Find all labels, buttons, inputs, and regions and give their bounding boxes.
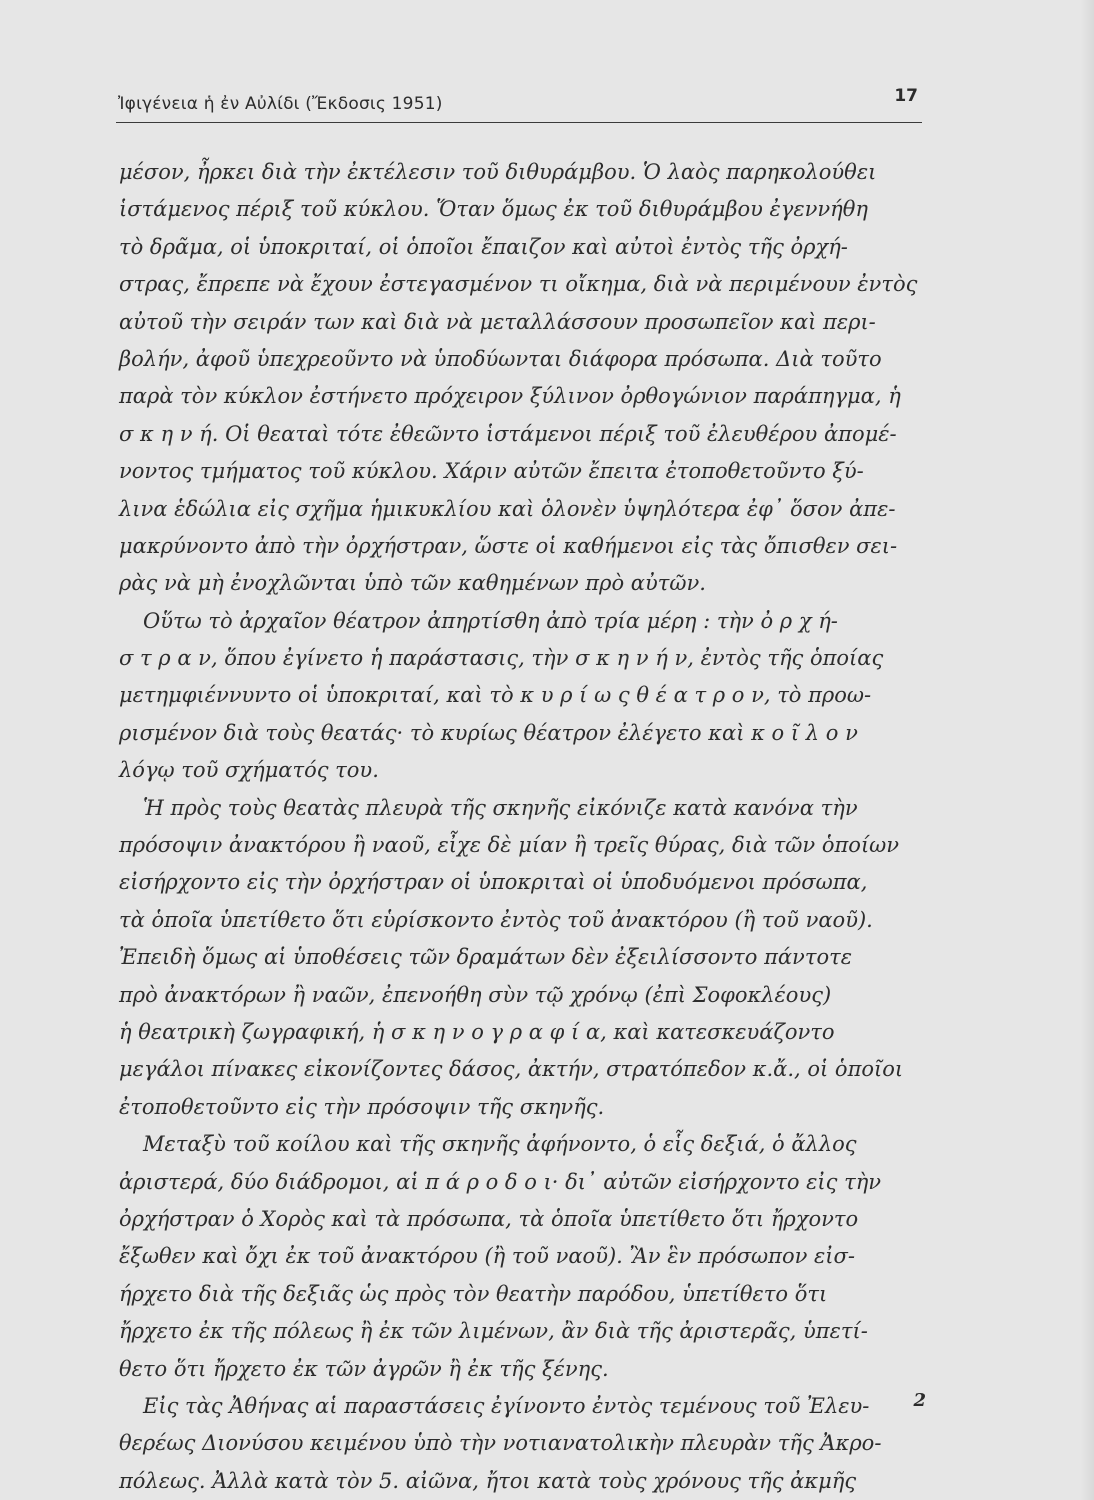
text-line: μακρύνοντο ἀπὸ τὴν ὀρχήστραν, ὥστε οἱ καθήμενοι εἰς τὰς ὄπισθεν σει-	[119, 533, 898, 558]
running-title: Ἰφιγένεια ἡ ἐν Αὐλίδι (Ἔκδοσις 1951)	[118, 94, 443, 114]
text-line: πρόσοψιν ἀνακτόρου ἢ ναοῦ, εἶχε δὲ μίαν ἢ τρεῖς θύρας, διὰ τῶν ὁποίων	[119, 833, 900, 858]
text-line: ἀριστερά, δύο διάδρομοι, αἱ π ά ρ ο δ ο ι· δι᾽ αὐτῶν εἰσήρχοντο εἰς τὴν	[119, 1169, 882, 1194]
text-line: παρὰ τὸν κύκλον ἐστήνετο πρόχειρον ξύλινον ὀρθογώνιον παράπηγμα, ἡ	[119, 384, 901, 409]
text-line: ἡ θεατρικὴ ζωγραφική, ἡ σ κ η ν ο γ ρ α φ ί α, καὶ κατεσκευάζοντο	[119, 1019, 835, 1044]
page-number: 17	[894, 86, 918, 106]
text-line: λινα ἑδώλια εἰς σχῆμα ἡμικυκλίου καὶ ὁλονὲν ὑψηλότερα ἐφ᾽ ὅσον ἀπε-	[119, 496, 896, 521]
text-line: Εἰς τὰς Ἀθήνας αἱ παραστάσεις ἐγίνοντο ἐντὸς τεμένους τοῦ Ἐλευ-	[143, 1393, 870, 1418]
text-line: ἤρχετο ἐκ τῆς πόλεως ἢ ἐκ τῶν λιμένων, ἂν διὰ τῆς ἀριστερᾶς, ὑπετί-	[119, 1319, 868, 1344]
text-line: Οὕτω τὸ ἀρχαῖον θέατρον ἀπηρτίσθη ἀπὸ τρία μέρη : τὴν ὀ ρ χ ή-	[143, 608, 838, 633]
text-line: μετημφιέννυντο οἱ ὑποκριταί, καὶ τὸ κ υ ρ ί ω ς θ έ α τ ρ ο ν, τὸ προω-	[119, 683, 872, 708]
text-line: σ κ η ν ή. Οἱ θεαταὶ τότε ἐθεῶντο ἱστάμενοι πέριξ τοῦ ἐλευθέρου ἀπομέ-	[119, 421, 897, 446]
text-line: Μεταξὺ τοῦ κοίλου καὶ τῆς σκηνῆς ἀφήνοντο, ὁ εἷς δεξιά, ὁ ἄλλος	[143, 1132, 857, 1157]
page-edge-shadow	[1080, 0, 1094, 1500]
text-line: ἔξωθεν καὶ ὄχι ἐκ τοῦ ἀνακτόρου (ἢ τοῦ ναοῦ). Ἂν ἓν πρόσωπον εἰσ-	[119, 1244, 855, 1269]
text-line: λόγῳ τοῦ σχήματός του.	[119, 758, 379, 783]
text-line: θετο ὅτι ἤρχετο ἐκ τῶν ἀγρῶν ἢ ἐκ τῆς ξένης.	[119, 1356, 609, 1381]
text-line: ρὰς νὰ μὴ ἐνοχλῶνται ὑπὸ τῶν καθημένων πρὸ αὐτῶν.	[119, 571, 706, 596]
text-line: μέσον, ἦρκει διὰ τὴν ἐκτέλεσιν τοῦ διθυράμβου. Ὁ λαὸς παρηκολούθει	[119, 160, 877, 184]
text-line: ήρχετο διὰ τῆς δεξιᾶς ὡς πρὸς τὸν θεατὴν παρόδου, ὑπετίθετο ὅτι	[119, 1281, 828, 1306]
text-line: εἰσήρχοντο εἰς τὴν ὀρχήστραν οἱ ὑποκριταὶ οἱ ὑποδυόμενοι πρόσωπα,	[119, 870, 868, 895]
text-line: στρας, ἔπρεπε νὰ ἔχουν ἐστεγασμένον τι οἴκημα, διὰ νὰ περιμένουν ἐντὸς	[119, 272, 918, 297]
text-line: ἐτοποθετοῦντο εἰς τὴν πρόσοψιν τῆς σκηνῆς.	[119, 1094, 605, 1119]
text-line: πρὸ ἀνακτόρων ἢ ναῶν, ἐπενοήθη σὺν τῷ χρόνῳ (ἐπὶ Σοφοκλέους)	[119, 982, 832, 1007]
text-line: βολήν, ἀφοῦ ὑπεχρεοῦντο νὰ ὑποδύωνται διάφορα πρόσωπα. Διὰ τοῦτο	[119, 346, 882, 371]
signature-mark: 2	[913, 1390, 926, 1411]
text-line: Ἐπειδὴ ὅμως αἱ ὑποθέσεις τῶν δραμάτων δὲν ἐξειλίσσοντο πάντοτε	[119, 945, 852, 970]
body-text	[119, 154, 929, 1500]
text-line: μεγάλοι πίνακες εἰκονίζοντες δάσος, ἀκτήν, στρατόπεδον κ.ἄ., οἱ ὁποῖοι	[119, 1057, 904, 1082]
page-header	[116, 86, 922, 123]
text-line: ἱστάμενος πέριξ τοῦ κύκλου. Ὅταν ὅμως ἐκ τοῦ διθυράμβου ἐγεννήθη	[119, 197, 868, 222]
text-line: σ τ ρ α ν, ὅπου ἐγίνετο ἡ παράστασις, τὴν σ κ η ν ή ν, ἐντὸς τῆς ὁποίας	[119, 646, 884, 671]
text-line: τὸ δρᾶμα, οἱ ὑποκριταί, οἱ ὁποῖοι ἔπαιζον καὶ αὐτοὶ ἐντὸς τῆς ὀρχή-	[119, 234, 848, 259]
text-line: Ἡ πρὸς τοὺς θεατὰς πλευρὰ τῆς σκηνῆς εἰκόνιζε κατὰ κανόνα τὴν	[143, 795, 858, 820]
text-line: νοντος τμήματος τοῦ κύκλου. Χάριν αὐτῶν ἔπειτα ἐτοποθετοῦντο ξύ-	[119, 459, 864, 484]
text-line: πόλεως. Ἀλλὰ κατὰ τὸν 5. αἰῶνα, ἤτοι κατὰ τοὺς χρόνους τῆς ἀκμῆς	[119, 1468, 857, 1493]
text-line: αὐτοῦ τὴν σειράν των καὶ διὰ νὰ μεταλλάσσουν προσωπεῖον καὶ περι-	[119, 309, 876, 334]
text-line: ρισμένον διὰ τοὺς θεατάς· τὸ κυρίως θέατρον ἐλέγετο καὶ κ ο ῖ λ ο ν	[119, 720, 858, 745]
text-line: τὰ ὁποῖα ὑπετίθετο ὅτι εὑρίσκοντο ἐντὸς τοῦ ἀνακτόρου (ἢ τοῦ ναοῦ).	[119, 907, 873, 932]
text-line: ὀρχήστραν ὁ Χορὸς καὶ τὰ πρόσωπα, τὰ ὁποῖα ὑπετίθετο ὅτι ἤρχοντο	[119, 1206, 859, 1231]
text-line: θερέως Διονύσου κειμένου ὑπὸ τὴν νοτιανατολικὴν πλευρὰν τῆς Ἀκρο-	[119, 1431, 882, 1456]
